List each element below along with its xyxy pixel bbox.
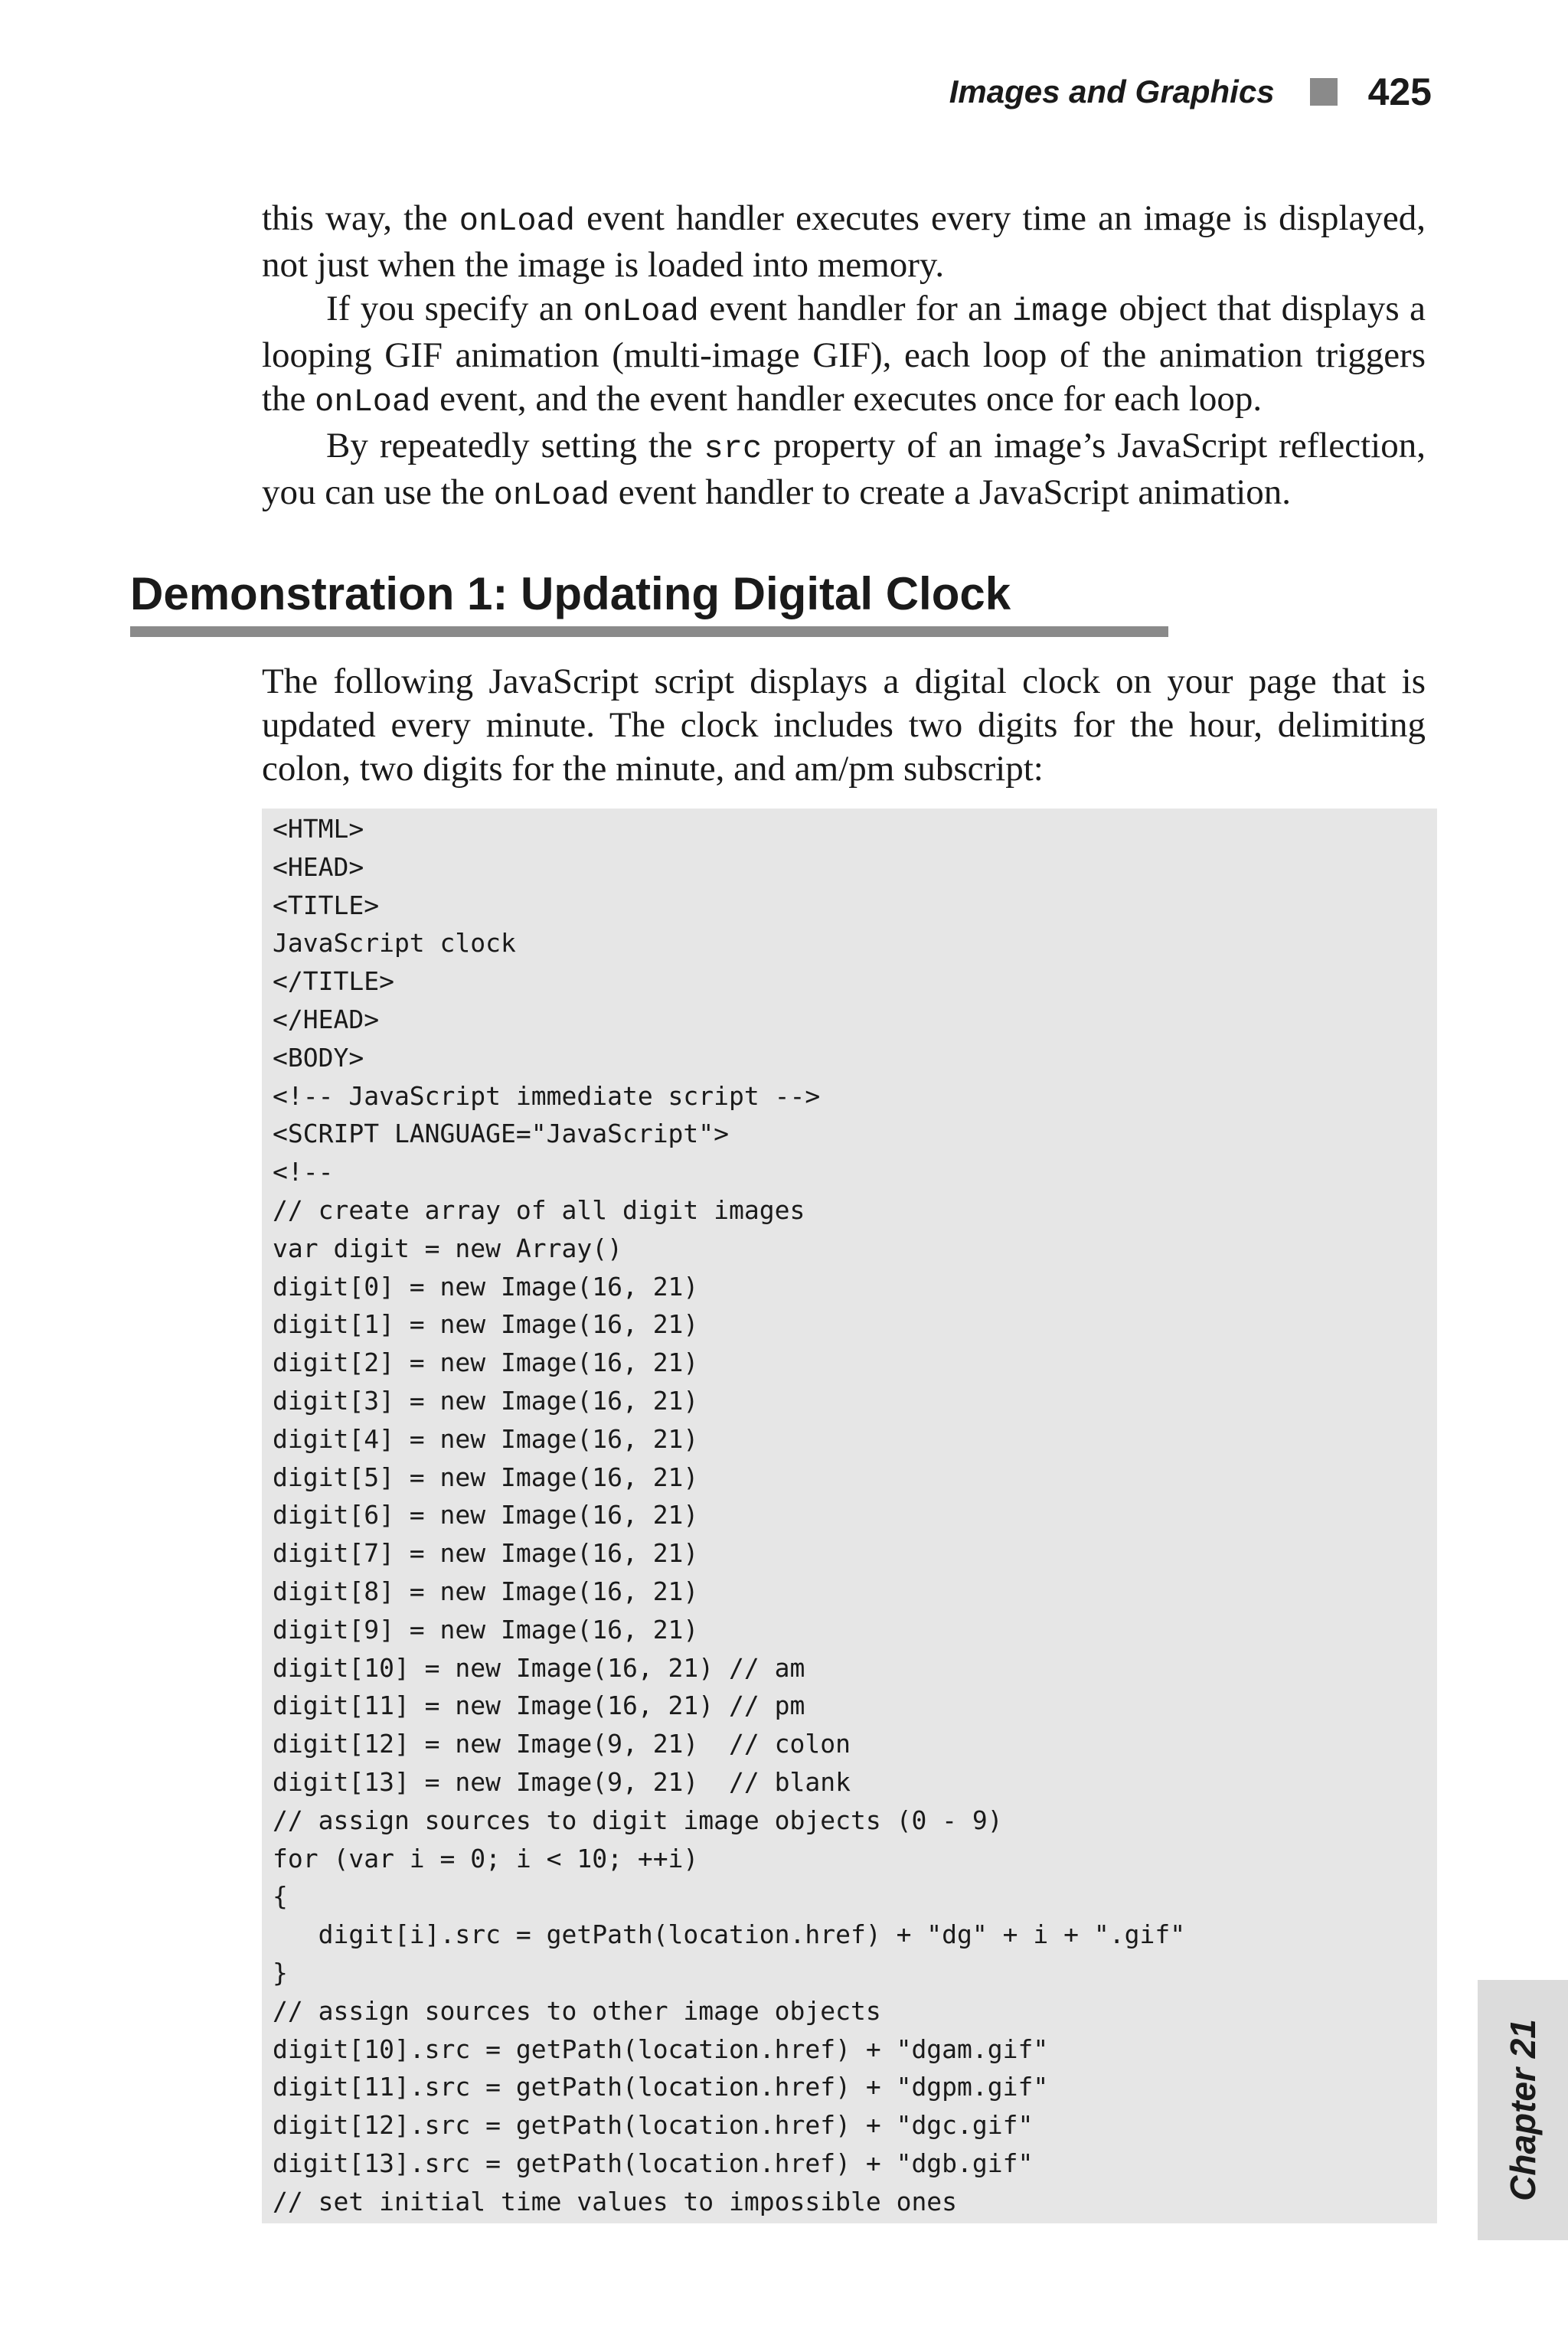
code-line: // set initial time values to impossible ones — [273, 2186, 958, 2216]
code-line: // assign sources to digit image objects (0 - 9) — [273, 1805, 1003, 1835]
code-line: digit[13] = new Image(9, 21) // blank — [273, 1766, 851, 1797]
code-line: digit[i].src = getPath(location.href) + "dg" + i + ".gif" — [273, 1919, 1186, 1950]
code-line: <HEAD> — [273, 851, 364, 882]
code-line: // create array of all digit images — [273, 1194, 805, 1225]
code-line: digit[13].src = getPath(location.href) + "dgb.gif" — [273, 2148, 1034, 2178]
code-line: digit[8] = new Image(16, 21) — [273, 1576, 699, 1606]
section-heading: Demonstration 1: Updating Digital Clock — [130, 568, 1011, 619]
code-line: <BODY> — [273, 1042, 364, 1073]
code-line: digit[12].src = getPath(location.href) + "dgc.gif" — [273, 2110, 1034, 2141]
running-head-square-icon — [1310, 78, 1338, 106]
intro-paragraph-2: If you specify an onLoad event handler for an image object that displays a looping GIF animation (multi-image GIF), each loop of the animation triggers the onLoad event, and the event handler executes once for each loop. — [262, 289, 1426, 420]
code-line: digit[10].src = getPath(location.href) + "dgam.gif" — [273, 2034, 1049, 2064]
chapter-tab — [1478, 1980, 1568, 2240]
code-line: digit[1] = new Image(16, 21) — [273, 1309, 699, 1340]
inline-code: image — [1011, 293, 1109, 330]
code-line: <HTML> — [273, 814, 364, 844]
heading-underline — [130, 626, 1168, 637]
inline-code: src — [704, 430, 763, 467]
section-text — [262, 660, 1426, 791]
code-line: digit[12] = new Image(9, 21) // colon — [273, 1729, 851, 1759]
intro-paragraph-1: this way, the onLoad event handler executes every time an image is displayed, not just when the image is loaded into memory. — [262, 198, 1426, 285]
code-line: digit[2] = new Image(16, 21) — [273, 1348, 699, 1378]
code-line: <!-- — [273, 1157, 334, 1187]
code-line: for (var i = 0; i < 10; ++i) — [273, 1843, 699, 1873]
running-head — [949, 67, 1432, 116]
code-line: </TITLE> — [273, 966, 394, 997]
section-paragraph: The following JavaScript script displays a digital clock on your page that is updated every minute. The clock includes two digits for the hour, delimiting colon, two digits for the minute, and am/pm subscript: — [262, 662, 1426, 789]
code-line: digit[4] = new Image(16, 21) — [273, 1423, 699, 1454]
intro-text — [262, 197, 1426, 518]
code-line: </HEAD> — [273, 1004, 380, 1034]
inline-code: onLoad — [583, 293, 699, 330]
inline-code: onLoad — [493, 477, 610, 514]
inline-code: onLoad — [459, 203, 575, 240]
code-line: digit[9] = new Image(16, 21) — [273, 1614, 699, 1645]
code-line: digit[3] = new Image(16, 21) — [273, 1385, 699, 1416]
intro-paragraph-3: By repeatedly setting the src property of an image’s JavaScript reflection, you can use the onLoad event handler to create a JavaScript animation. — [262, 426, 1426, 514]
code-line: // assign sources to other image objects — [273, 1995, 881, 2026]
code-line: { — [273, 1881, 288, 1912]
running-head-title: Images and Graphics — [949, 74, 1275, 109]
code-line: digit[5] = new Image(16, 21) — [273, 1462, 699, 1492]
code-line: digit[11].src = getPath(location.href) + "dgpm.gif" — [273, 2072, 1049, 2102]
page-number: 425 — [1367, 70, 1432, 113]
code-line: <TITLE> — [273, 890, 380, 920]
code-line: digit[0] = new Image(16, 21) — [273, 1271, 699, 1302]
code-line: digit[10] = new Image(16, 21) // am — [273, 1652, 805, 1683]
code-line: <SCRIPT LANGUAGE="JavaScript"> — [273, 1119, 730, 1149]
code-line: digit[7] = new Image(16, 21) — [273, 1538, 699, 1569]
inline-code: onLoad — [315, 384, 431, 420]
code-listing — [262, 808, 1437, 2223]
chapter-tab-label: Chapter 21 — [1503, 2019, 1543, 2201]
code-line: digit[6] = new Image(16, 21) — [273, 1500, 699, 1530]
code-line: <!-- JavaScript immediate script --> — [273, 1080, 821, 1111]
code-line: digit[11] = new Image(16, 21) // pm — [273, 1690, 805, 1721]
code-line: JavaScript clock — [273, 928, 516, 959]
code-line: var digit = new Array() — [273, 1233, 622, 1263]
code-line: } — [273, 1957, 288, 1988]
